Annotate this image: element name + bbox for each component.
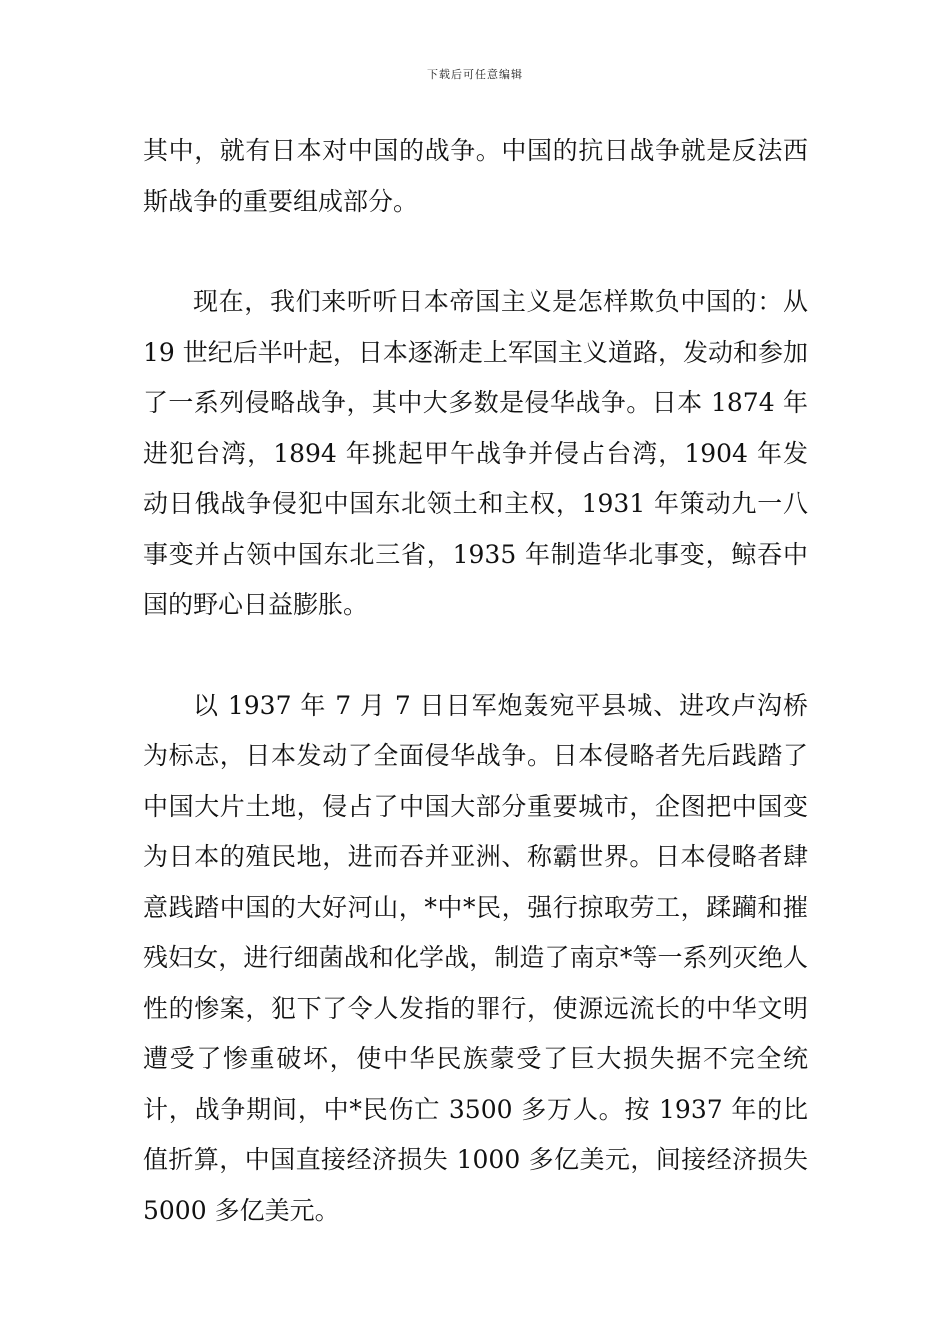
- document-body: [143, 126, 808, 1236]
- paragraph-2: 现在，我们来听听日本帝国主义是怎样欺负中国的：从 19 世纪后半叶起，日本逐渐走上军国主义道路，发动和参加了一系列侵略战争，其中大多数是侵华战争。日本 1874 年进犯台湾，1894 年挑起甲午战争并侵占台湾，1904 年发动日俄战争侵犯中国东北领土和主权，1931 年策动九一八事变并占领中国东北三省，1935 年制造华北事变，鲸吞中国的野心日益膨胀。: [143, 287, 808, 619]
- paragraph-1: 其中，就有日本对中国的战争。中国的抗日战争就是反法西斯战争的重要组成部分。: [143, 136, 808, 216]
- paragraph-spacer: [143, 631, 808, 681]
- page-header-note: 下载后可任意编辑: [427, 68, 523, 81]
- paragraph-3: 以 1937 年 7 月 7 日日军炮轰宛平县城、进攻卢沟桥为标志，日本发动了全面侵华战争。日本侵略者先后践踏了中国大片土地，侵占了中国大部分重要城市，企图把中国变为日本的殖民地，进而吞并亚洲、称霸世界。日本侵略者肆意践踏中国的大好河山，*中*民，强行掠取劳工，蹂躏和摧残妇女，进行细菌战和化学战，制造了南京*等一系列灭绝人性的惨案，犯下了令人发指的罪行，使源远流长的中华文明遭受了惨重破坏，使中华民族蒙受了巨大损失据不完全统计，战争期间，中*民伤亡 3500 多万人。按 1937 年的比值折算，中国直接经济损失 1000 多亿美元，间接经济损失 5000 多亿美元。: [143, 690, 808, 1225]
- paragraph-spacer: [143, 227, 808, 277]
